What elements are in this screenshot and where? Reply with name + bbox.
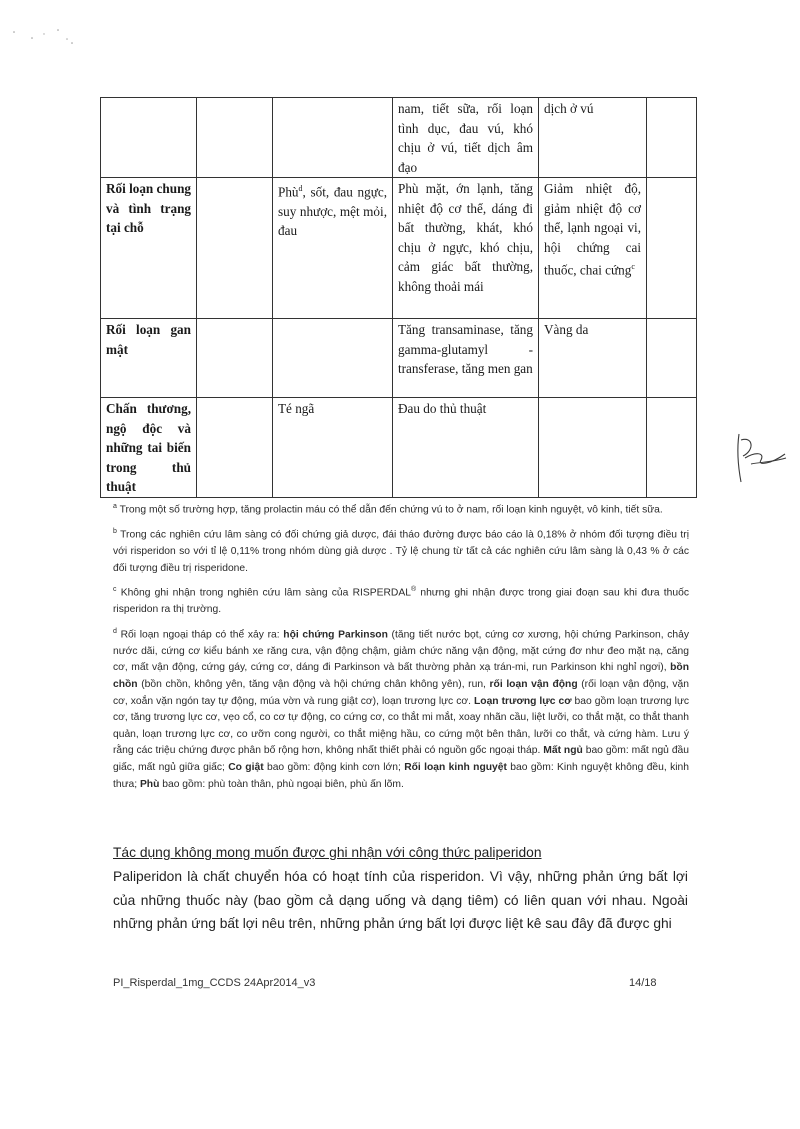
table-cell (101, 98, 197, 178)
footnote-d: $^d$ Rối loạn ngoại tháp có thể xảy ra: hội chứng Parkinson (tăng tiết nước bọt, cứng cơ xương, hội chứng Parkinson, chảy nước dãi, cứng cơ kiểu bánh xe răng cưa, vận động chậm, giảm chức năng vận động, mặt cứng đơ như đeo mặt nạ, căng cơ, mất vận động, cứng gáy, cứng cơ, dáng đi Parkinson và bất thường phản xạ trán-mi, run Parkinson khi nghỉ ngơi), bồn chồn (bồn chồn, không yên, tăng vận động và hội chứng chân không yên), run, rối loạn vận động (rối loạn vận động, vặn cơ, xoắn vặn ngón tay tự động, múa vờn và rung giật cơ), loạn trương lực cơ. Loạn trương lực cơ bao gồm loạn trương lực cơ, tăng trương lực cơ, vẹo cổ, co cơ tự động, co cứng cơ, co thắt mi mắt, xoay nhãn cầu, liệt lưỡi, co thắt mặt, co thắt thanh quản, loạn trương lực cơ, co ưỡn cong người, co thắt miệng hầu, co cứng một bên thân, lưỡi co thắt, và cứng hàm. Lưu ý rằng các triệu chứng được phân bố rộng hơn, không nhất thiết phải có nguồn gốc ngoại tháp. Mất ngủ bao gồm: mất ngủ đầu giấc, mất ngủ giữa giấc; Co giật bao gồm: động kinh cơn lớn; Rối loạn kinh nguyệt bao gồm: Kinh nguyệt không đều, kinh thưa; Phù bao gồm: phù toàn thân, phù ngoại biên, phù ấn lõm. (113, 627, 690, 790)
table-row (101, 319, 697, 398)
table-cell: Tăng transaminase, tăng gamma-glutamyl -transferase, tăng men gan (393, 319, 539, 398)
footnote-a: $^a$ Trong một số trường hợp, tăng prolactin máu có thể dẫn đến chứng vú to ở nam, rối loạn kinh nguyệt, vô kinh, tiết sữa. (113, 503, 663, 516)
table-cell (197, 98, 273, 178)
adverse-reactions-table (100, 97, 697, 498)
table-cell (647, 398, 697, 498)
table-cell (273, 98, 393, 178)
category-cell: Chấn thương, ngộ độc và những tai biến trong thủ thuật (101, 398, 197, 498)
section-heading: Tác dụng không mong muốn được ghi nhận với công thức paliperidon (113, 845, 542, 860)
table-cell: Phù$^d$, sốt, đau ngực, suy nhược, mệt mỏi, đau (273, 178, 393, 319)
footnote-b: $^b$ Trong các nghiên cứu lâm sàng có đối chứng giả dược, đái tháo đường được báo cáo là 0,18% ở nhóm đối tượng điều trị với risperidon so với tỉ lệ 0,11% trong nhóm dùng giả dược . Tỷ lệ chung từ tất cả các nghiên cứu lâm sàng là 0,43 % ở các đối tượng điều trị risperidone. (113, 528, 689, 574)
category-cell: Rối loạn gan mật (101, 319, 197, 398)
section-paragraph: Paliperidon là chất chuyển hóa có hoạt tính của risperidon. Vì vậy, những phản ứng bất lợi của những thuốc này (bao gồm cả dạng uống và dạng tiêm) có liên quan với nhau. Ngoài những phản ứng bất lợi nêu trên, những phản ứng bất lợi được liệt kê sau đây đã được ghi (113, 869, 688, 932)
table-cell: Té ngã (273, 398, 393, 498)
table-cell (647, 98, 697, 178)
table-cell (273, 319, 393, 398)
table-cell: Đau do thủ thuật (393, 398, 539, 498)
table-cell: Giảm nhiệt độ, giảm nhiệt độ cơ thể, lạnh ngoại vi, hội chứng cai thuốc, chai cứng$^c$ (539, 178, 647, 319)
table-row (101, 398, 697, 498)
table-row (101, 178, 697, 319)
footnote-c: $^c$ Không ghi nhận trong nghiên cứu lâm sàng của RISPERDAL® nhưng ghi nhận được trong giai đoạn sau khi đưa thuốc risperidon ra thị trường. (113, 586, 689, 616)
footer-doc-id: PI_Risperdal_1mg_CCDS 24Apr2014_v3 (113, 977, 316, 989)
category-cell: Rối loạn chung và tình trạng tại chỗ (101, 178, 197, 319)
table-row (101, 98, 697, 178)
table-cell (539, 398, 647, 498)
table-cell: dịch ở vú (539, 98, 647, 178)
table-cell: Vàng da (539, 319, 647, 398)
footer-page-number: 14/18 (629, 977, 657, 989)
table-cell: Phù mặt, ớn lạnh, tăng nhiệt độ cơ thể, dáng đi bất thường, khát, khó chịu ở ngực, khó chịu, cảm giác bất thường, không thoải mái (393, 178, 539, 319)
footnotes (113, 499, 689, 798)
table-cell (197, 319, 273, 398)
table-cell (647, 178, 697, 319)
scan-marks (10, 20, 80, 60)
table-cell: nam, tiết sữa, rối loạn tình dục, đau vú, khó chịu ở vú, tiết dịch âm đạo (393, 98, 539, 178)
signature-initials (731, 428, 789, 488)
table-cell (197, 398, 273, 498)
table-cell (197, 178, 273, 319)
table-cell (647, 319, 697, 398)
